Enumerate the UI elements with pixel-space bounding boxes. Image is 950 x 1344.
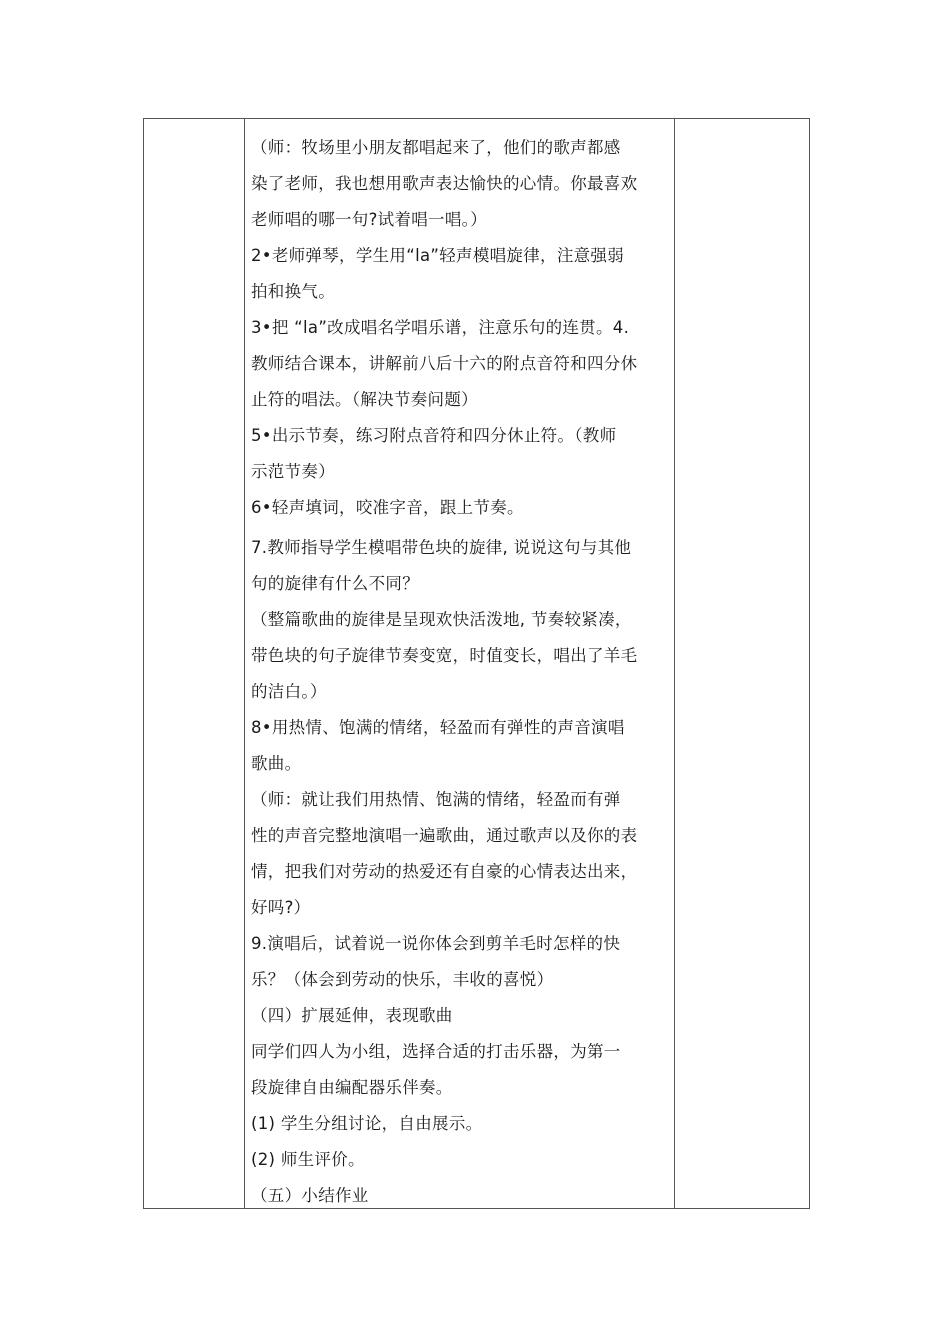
- text-line: 乐？（体会到劳动的快乐，丰收的喜悦）: [251, 970, 554, 989]
- text-line: 3•把 “la”改成唱名学唱乐谱，注意乐句的连贯。4.: [251, 318, 630, 337]
- text-line: （整篇歌曲的旋律是呈现欢快活泼地, 节奏较紧凑，: [251, 610, 632, 629]
- lesson-content-cell: [251, 130, 671, 1214]
- section-heading: （五）小结作业: [251, 1186, 369, 1205]
- text-line: 2•老师弹琴，学生用“la”轻声模唱旋律，注意强弱: [251, 246, 625, 265]
- text-line: 性的声音完整地演唱一遍歌曲，通过歌声以及你的表: [251, 826, 638, 845]
- text-line: 示范节奏）: [251, 462, 335, 481]
- text-line: 止符的唱法。（解决节奏问题）: [251, 390, 478, 409]
- text-line: 8•用热情、饱满的情绪，轻盈而有弹性的声音演唱: [251, 718, 625, 737]
- text-line: 情，把我们对劳动的热爱还有自豪的心情表达出来，: [251, 862, 638, 881]
- text-line: 歌曲。: [251, 754, 302, 773]
- text-line: 带色块的句子旋律节奏变宽，时值变长，唱出了羊毛: [251, 646, 638, 665]
- text-line: （师：牧场里小朋友都唱起来了，他们的歌声都感: [251, 138, 621, 157]
- text-line: 同学们四人为小组，选择合适的打击乐器，为第一: [251, 1042, 621, 1061]
- text-line: 6•轻声填词，咬准字音，跟上节奏。: [251, 498, 524, 517]
- text-line: 的洁白。）: [251, 682, 327, 701]
- text-line: 7.教师指导学生模唱带色块的旋律, 说说这句与其他: [251, 538, 632, 557]
- section-heading: （四）扩展延伸，表现歌曲: [251, 1006, 453, 1025]
- text-line: 5•出示节奏，练习附点音符和四分休止符。（教师: [251, 426, 617, 445]
- text-line: 9.演唱后，试着说一说你体会到剪羊毛时怎样的快: [251, 934, 621, 953]
- text-line: 教师结合课本，讲解前八后十六的附点音符和四分休: [251, 354, 638, 373]
- text-line: (1) 学生分组讨论，自由展示。: [251, 1114, 483, 1133]
- text-line: (2) 师生评价。: [251, 1150, 365, 1169]
- text-line: 句的旋律有什么不同？: [251, 574, 419, 593]
- text-line: 拍和换气。: [251, 282, 335, 301]
- text-line: 段旋律自由编配器乐伴奏。: [251, 1078, 453, 1097]
- lesson-table: [143, 118, 810, 1209]
- text-line: 染了老师，我也想用歌声表达愉快的心情。你最喜欢: [251, 174, 638, 193]
- text-line: （师：就让我们用热情、饱满的情绪，轻盈而有弹: [251, 790, 621, 809]
- column-divider-left: [244, 119, 245, 1208]
- column-divider-right: [674, 119, 675, 1208]
- text-line: 老师唱的哪一句?试着唱一唱。）: [251, 210, 488, 229]
- text-line: 好吗?）: [251, 898, 311, 917]
